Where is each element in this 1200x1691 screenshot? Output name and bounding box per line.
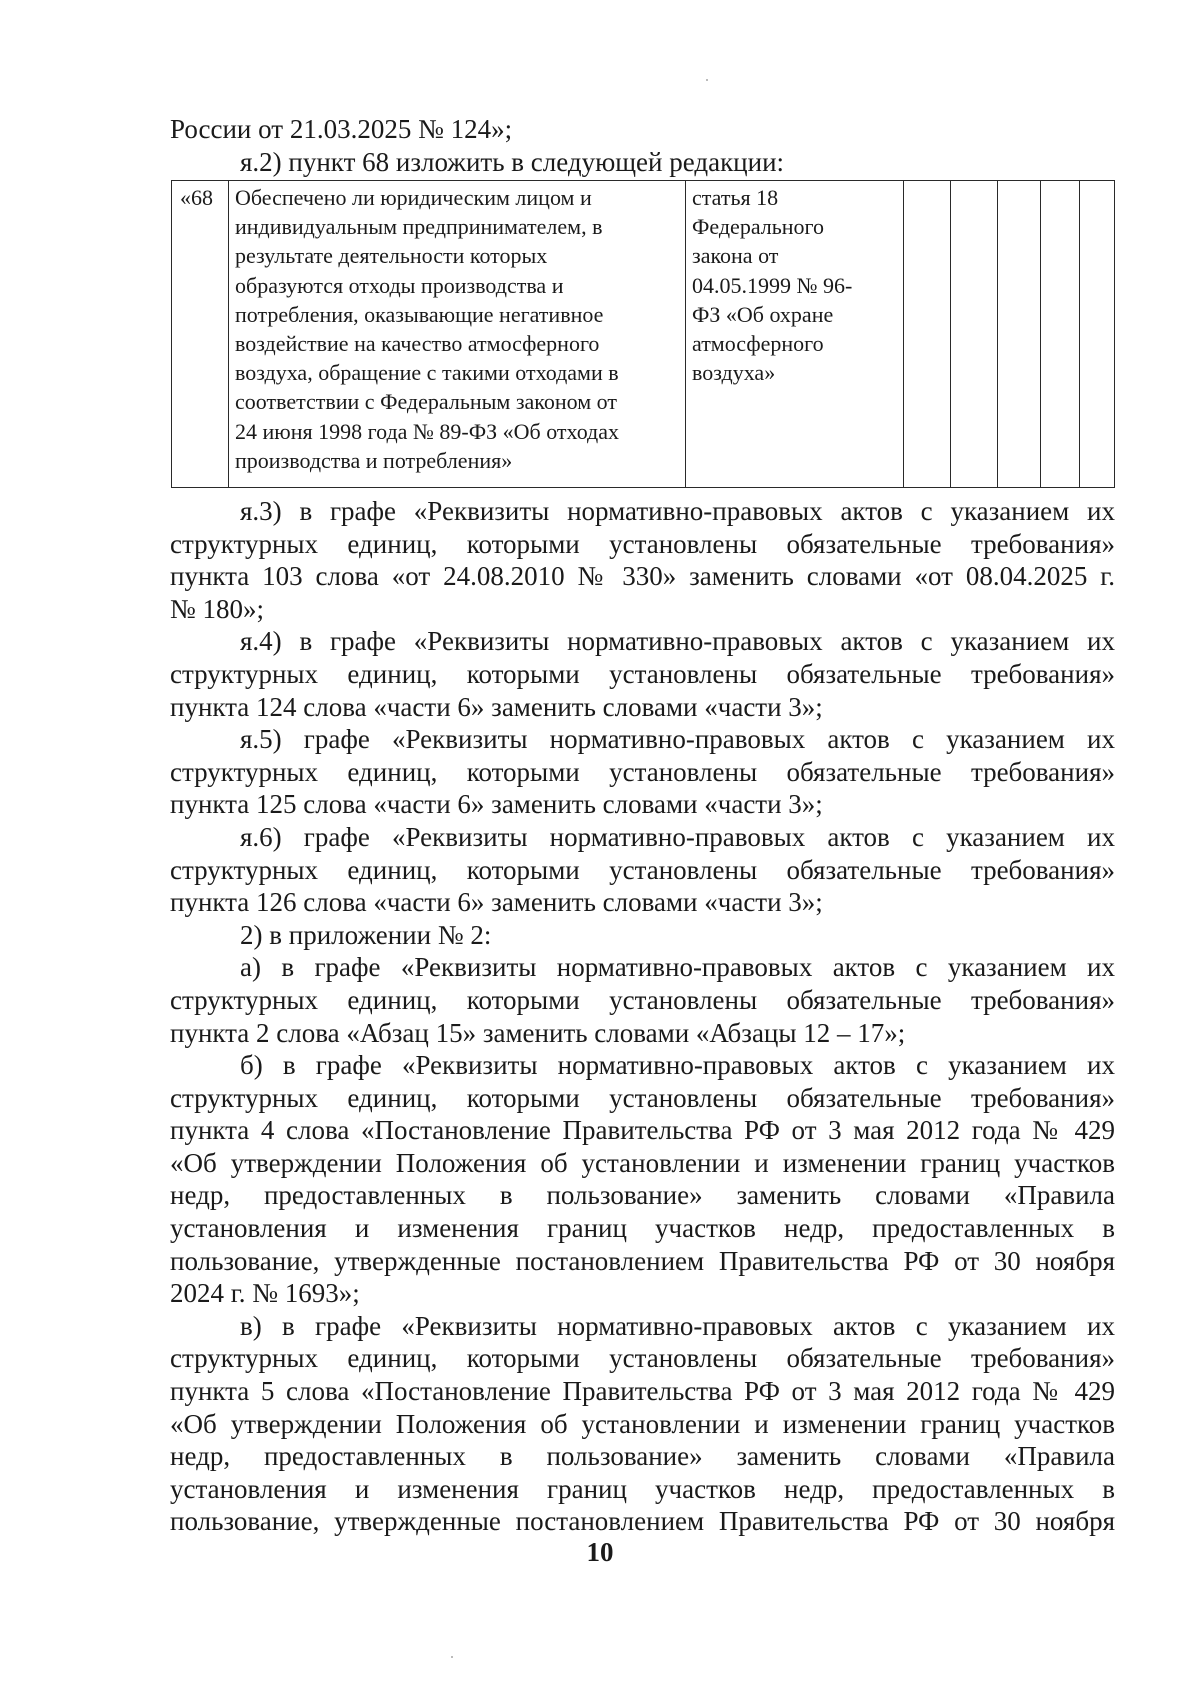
legal-act-line: воздуха» <box>692 360 776 386</box>
text-line: я.2) пункт 68 изложить в следующей редакции: <box>240 146 785 177</box>
requirement-line: потребления, оказывающие негативное <box>235 301 604 327</box>
text-line: недр, предоставленных в пользование» заменить словами «Правила <box>170 1441 1115 1472</box>
legal-act-line: статья 18 <box>692 185 779 210</box>
requirement-line: результате деятельности которых <box>235 243 548 269</box>
text-line: России от 21.03.2025 № 124»; <box>170 114 513 144</box>
text-line: пункта 126 слова «части 6» заменить словами «части 3»; <box>170 887 823 918</box>
text-line: я.6) графе «Реквизиты нормативно-правовых актов с указанием их <box>240 821 1115 852</box>
requirement-line: воздействие на качество атмосферного <box>235 331 600 357</box>
text-line: а) в графе «Реквизиты нормативно-правовых актов с указанием их <box>240 952 1115 983</box>
text-line: я.5) графе «Реквизиты нормативно-правовых актов с указанием их <box>240 724 1115 755</box>
text-line: я.3) в графе «Реквизиты нормативно-правовых актов с указанием их <box>240 496 1115 526</box>
requirement-line: образуются отходы производства и <box>235 272 564 298</box>
text-line: б) в графе «Реквизиты нормативно-правовых актов с указанием их <box>240 1050 1115 1081</box>
paragraph <box>170 1049 1115 1310</box>
paragraph <box>170 495 1115 625</box>
requirement-line: Обеспечено ли юридическим лицом и <box>235 185 592 210</box>
item-number: «68 <box>180 185 213 210</box>
table-cell-empty <box>1041 181 1080 488</box>
table-cell-empty <box>904 181 951 488</box>
text-line: пункта 5 слова «Постановление Правительства РФ от 3 мая 2012 года № 429 <box>170 1376 1115 1407</box>
table-cell-empty <box>951 181 998 488</box>
amendment-table <box>171 180 1115 488</box>
text-line: я.4) в графе «Реквизиты нормативно-правовых актов с указанием их <box>240 626 1115 657</box>
text-line: 2024 г. № 1693»; <box>170 1278 360 1309</box>
text-line: в) в графе «Реквизиты нормативно-правовых актов с указанием их <box>240 1310 1115 1341</box>
text-line: установления и изменения границ участков недр, предоставленных в <box>170 1473 1115 1504</box>
text-line: пользование, утвержденные постановлением Правительства РФ от 30 ноября <box>170 1245 1115 1276</box>
legal-act-line: Федерального <box>692 214 825 240</box>
table-cell-empty <box>1080 181 1115 488</box>
table-cell-legal-act <box>686 181 904 488</box>
text-line: структурных единиц, которыми установлены обязательные требования» <box>170 1343 1115 1374</box>
requirement-line: индивидуальным предпринимателем, в <box>235 214 603 240</box>
text-line: пункта 125 слова «части 6» заменить словами «части 3»; <box>170 789 823 820</box>
requirement-line: соответствии с Федеральным законом от <box>235 389 617 415</box>
text-line: № 180»; <box>170 593 265 624</box>
paragraph <box>170 919 1115 952</box>
scan-speck <box>451 1656 453 1658</box>
table-cell-number <box>172 181 229 488</box>
text-line: «Об утверждении Положения об установлении и изменении границ участков <box>170 1408 1115 1439</box>
text-line: пользование, утвержденные постановлением Правительства РФ от 30 ноября <box>170 1506 1115 1537</box>
paragraph <box>170 821 1115 919</box>
legal-act-line: ФЗ «Об охране <box>692 301 834 327</box>
text-line: структурных единиц, которыми установлены обязательные требования» <box>170 1082 1115 1113</box>
text-line: структурных единиц, которыми установлены обязательные требования» <box>170 984 1115 1015</box>
requirement-line: воздуха, обращение с такими отходами в <box>235 360 619 386</box>
text-line: установления и изменения границ участков недр, предоставленных в <box>170 1213 1115 1244</box>
table-row <box>172 181 1115 488</box>
paragraph <box>170 1310 1115 1538</box>
requirement-line: производства и потребления» <box>235 447 513 473</box>
text-line: структурных единиц, которыми установлены обязательные требования» <box>170 528 1115 559</box>
scan-speck <box>706 79 708 81</box>
requirement-line: 24 июня 1998 года № 89-ФЗ «Об отходах <box>235 418 620 444</box>
top-lines <box>170 113 1115 178</box>
text-line: структурных единиц, которыми установлены обязательные требования» <box>170 756 1115 787</box>
text-line: пункта 4 слова «Постановление Правительства РФ от 3 мая 2012 года № 429 <box>170 1115 1115 1146</box>
paragraph <box>170 951 1115 1049</box>
text-line: пункта 2 слова «Абзац 15» заменить словами «Абзацы 12 – 17»; <box>170 1017 906 1048</box>
text-line: «Об утверждении Положения об установлении и изменении границ участков <box>170 1147 1115 1178</box>
text-line: структурных единиц, которыми установлены обязательные требования» <box>170 854 1115 885</box>
legal-act-line: 04.05.1999 № 96- <box>692 272 853 298</box>
table-cell-empty <box>998 181 1041 488</box>
legal-act-line: атмосферного <box>692 331 824 357</box>
text-line: 2) в приложении № 2: <box>240 919 492 950</box>
paragraph <box>170 723 1115 821</box>
body-text <box>170 495 1115 1538</box>
text-line: пункта 124 слова «части 6» заменить словами «части 3»; <box>170 691 823 722</box>
table-cell-requirement <box>229 181 686 488</box>
legal-act-line: закона от <box>692 243 779 269</box>
text-line: пункта 103 слова «от 24.08.2010 № 330» заменить словами «от 08.04.2025 г. <box>170 561 1115 592</box>
text-line: структурных единиц, которыми установлены обязательные требования» <box>170 658 1115 689</box>
text-line: недр, предоставленных в пользование» заменить словами «Правила <box>170 1180 1115 1211</box>
page-number: 10 <box>586 1537 614 1567</box>
paragraph <box>170 625 1115 723</box>
